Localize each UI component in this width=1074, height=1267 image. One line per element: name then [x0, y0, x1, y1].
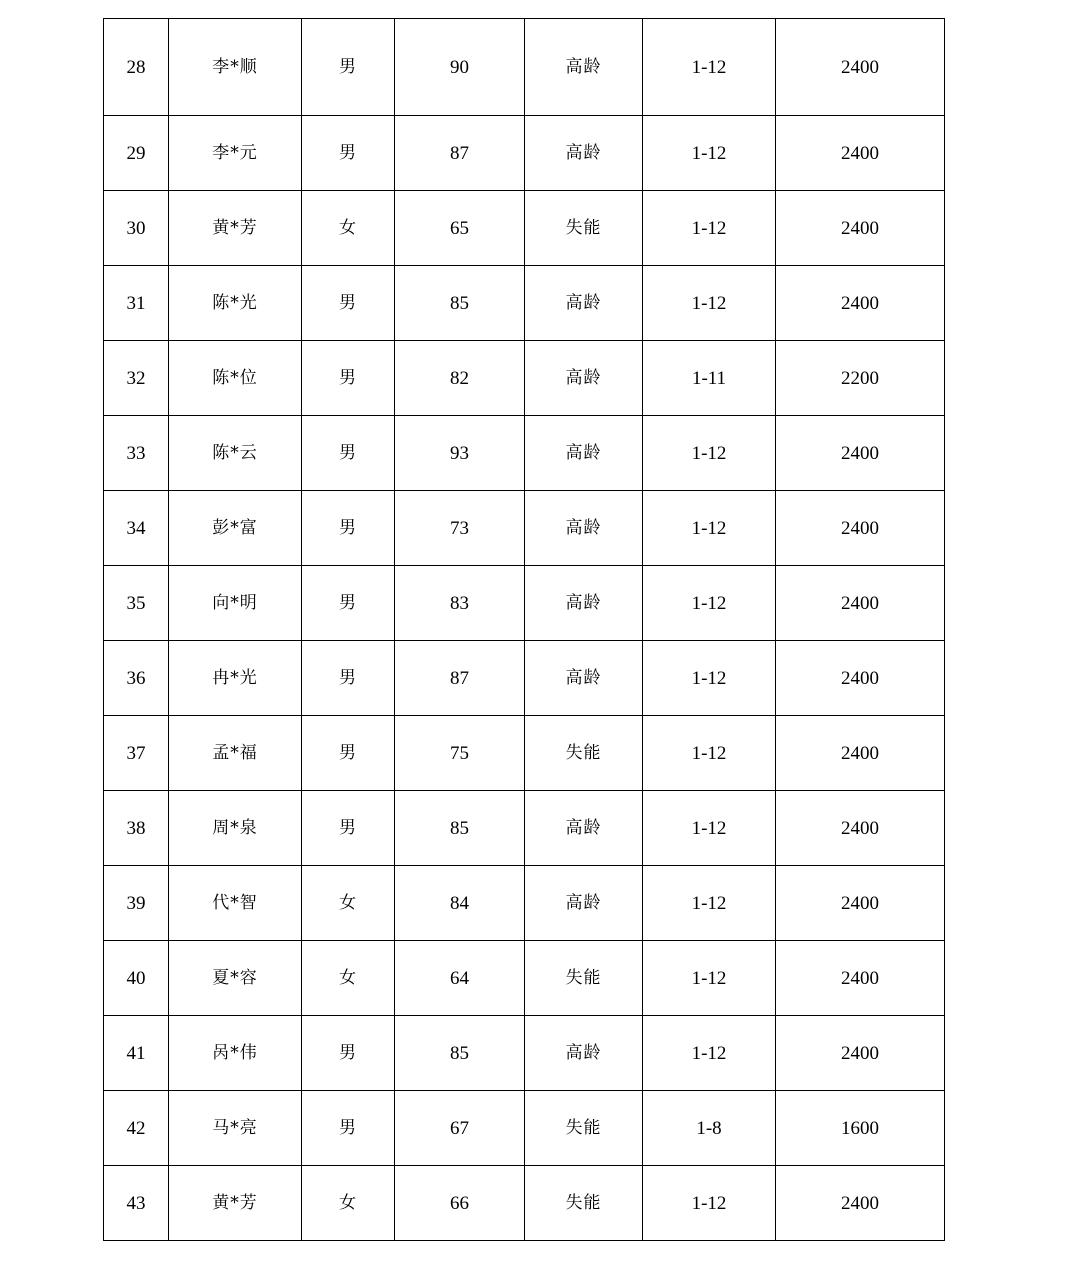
name-cell: 陈*光: [169, 266, 302, 341]
months-cell: 1-12: [643, 416, 776, 491]
age-cell: 90: [395, 19, 525, 116]
gender-cell: 男: [302, 341, 395, 416]
category-cell: 高龄: [525, 791, 643, 866]
gender-cell: 男: [302, 491, 395, 566]
months-cell: 1-11: [643, 341, 776, 416]
row-number-cell: 32: [104, 341, 169, 416]
category-cell: 高龄: [525, 341, 643, 416]
age-cell: 67: [395, 1091, 525, 1166]
table-row: [104, 866, 945, 941]
category-cell: 高龄: [525, 1016, 643, 1091]
name-cell: 向*明: [169, 566, 302, 641]
category-cell: 失能: [525, 716, 643, 791]
age-cell: 85: [395, 791, 525, 866]
gender-cell: 女: [302, 866, 395, 941]
amount-cell: 2200: [776, 341, 945, 416]
amount-cell: 2400: [776, 19, 945, 116]
gender-cell: 男: [302, 416, 395, 491]
gender-cell: 男: [302, 116, 395, 191]
category-cell: 失能: [525, 941, 643, 1016]
row-number-cell: 40: [104, 941, 169, 1016]
amount-cell: 2400: [776, 641, 945, 716]
amount-cell: 2400: [776, 1166, 945, 1241]
amount-cell: 2400: [776, 116, 945, 191]
months-cell: 1-12: [643, 791, 776, 866]
category-cell: 失能: [525, 1166, 643, 1241]
category-cell: 高龄: [525, 566, 643, 641]
gender-cell: 男: [302, 566, 395, 641]
row-number-cell: 41: [104, 1016, 169, 1091]
name-cell: 陈*位: [169, 341, 302, 416]
table-row: [104, 19, 945, 116]
months-cell: 1-12: [643, 19, 776, 116]
amount-cell: 2400: [776, 941, 945, 1016]
months-cell: 1-8: [643, 1091, 776, 1166]
table-row: [104, 416, 945, 491]
months-cell: 1-12: [643, 1016, 776, 1091]
amount-cell: 2400: [776, 191, 945, 266]
age-cell: 64: [395, 941, 525, 1016]
category-cell: 高龄: [525, 866, 643, 941]
category-cell: 高龄: [525, 641, 643, 716]
age-cell: 87: [395, 641, 525, 716]
name-cell: 周*泉: [169, 791, 302, 866]
gender-cell: 男: [302, 641, 395, 716]
age-cell: 85: [395, 1016, 525, 1091]
row-number-cell: 33: [104, 416, 169, 491]
row-number-cell: 42: [104, 1091, 169, 1166]
name-cell: 冉*光: [169, 641, 302, 716]
months-cell: 1-12: [643, 866, 776, 941]
table-body: [104, 19, 945, 1241]
category-cell: 高龄: [525, 491, 643, 566]
table-row: [104, 491, 945, 566]
table-row: [104, 641, 945, 716]
table-row: [104, 1166, 945, 1241]
gender-cell: 男: [302, 791, 395, 866]
category-cell: 失能: [525, 191, 643, 266]
row-number-cell: 30: [104, 191, 169, 266]
name-cell: 马*亮: [169, 1091, 302, 1166]
age-cell: 66: [395, 1166, 525, 1241]
row-number-cell: 38: [104, 791, 169, 866]
table-row: [104, 566, 945, 641]
age-cell: 82: [395, 341, 525, 416]
age-cell: 65: [395, 191, 525, 266]
age-cell: 83: [395, 566, 525, 641]
table-row: [104, 266, 945, 341]
row-number-cell: 36: [104, 641, 169, 716]
amount-cell: 2400: [776, 791, 945, 866]
row-number-cell: 37: [104, 716, 169, 791]
table-row: [104, 341, 945, 416]
amount-cell: 2400: [776, 716, 945, 791]
name-cell: 陈*云: [169, 416, 302, 491]
table-row: [104, 191, 945, 266]
gender-cell: 男: [302, 716, 395, 791]
table-row: [104, 716, 945, 791]
amount-cell: 2400: [776, 866, 945, 941]
months-cell: 1-12: [643, 1166, 776, 1241]
row-number-cell: 35: [104, 566, 169, 641]
name-cell: 呙*伟: [169, 1016, 302, 1091]
age-cell: 85: [395, 266, 525, 341]
amount-cell: 2400: [776, 266, 945, 341]
months-cell: 1-12: [643, 716, 776, 791]
table-row: [104, 941, 945, 1016]
table-row: [104, 791, 945, 866]
gender-cell: 男: [302, 1091, 395, 1166]
gender-cell: 男: [302, 266, 395, 341]
amount-cell: 2400: [776, 1016, 945, 1091]
name-cell: 黄*芳: [169, 191, 302, 266]
category-cell: 失能: [525, 1091, 643, 1166]
row-number-cell: 43: [104, 1166, 169, 1241]
row-number-cell: 31: [104, 266, 169, 341]
age-cell: 87: [395, 116, 525, 191]
amount-cell: 1600: [776, 1091, 945, 1166]
months-cell: 1-12: [643, 266, 776, 341]
table-row: [104, 116, 945, 191]
row-number-cell: 39: [104, 866, 169, 941]
months-cell: 1-12: [643, 941, 776, 1016]
name-cell: 彭*富: [169, 491, 302, 566]
months-cell: 1-12: [643, 641, 776, 716]
category-cell: 高龄: [525, 266, 643, 341]
table-row: [104, 1016, 945, 1091]
age-cell: 75: [395, 716, 525, 791]
name-cell: 李*元: [169, 116, 302, 191]
name-cell: 孟*福: [169, 716, 302, 791]
name-cell: 夏*容: [169, 941, 302, 1016]
age-cell: 73: [395, 491, 525, 566]
table-row: [104, 1091, 945, 1166]
row-number-cell: 34: [104, 491, 169, 566]
category-cell: 高龄: [525, 19, 643, 116]
gender-cell: 女: [302, 941, 395, 1016]
category-cell: 高龄: [525, 416, 643, 491]
subsidy-roster-table: [103, 18, 945, 1241]
gender-cell: 女: [302, 191, 395, 266]
row-number-cell: 29: [104, 116, 169, 191]
row-number-cell: 28: [104, 19, 169, 116]
name-cell: 李*顺: [169, 19, 302, 116]
months-cell: 1-12: [643, 491, 776, 566]
months-cell: 1-12: [643, 191, 776, 266]
months-cell: 1-12: [643, 116, 776, 191]
amount-cell: 2400: [776, 491, 945, 566]
name-cell: 代*智: [169, 866, 302, 941]
gender-cell: 男: [302, 19, 395, 116]
gender-cell: 男: [302, 1016, 395, 1091]
amount-cell: 2400: [776, 566, 945, 641]
name-cell: 黄*芳: [169, 1166, 302, 1241]
amount-cell: 2400: [776, 416, 945, 491]
months-cell: 1-12: [643, 566, 776, 641]
age-cell: 84: [395, 866, 525, 941]
age-cell: 93: [395, 416, 525, 491]
gender-cell: 女: [302, 1166, 395, 1241]
category-cell: 高龄: [525, 116, 643, 191]
